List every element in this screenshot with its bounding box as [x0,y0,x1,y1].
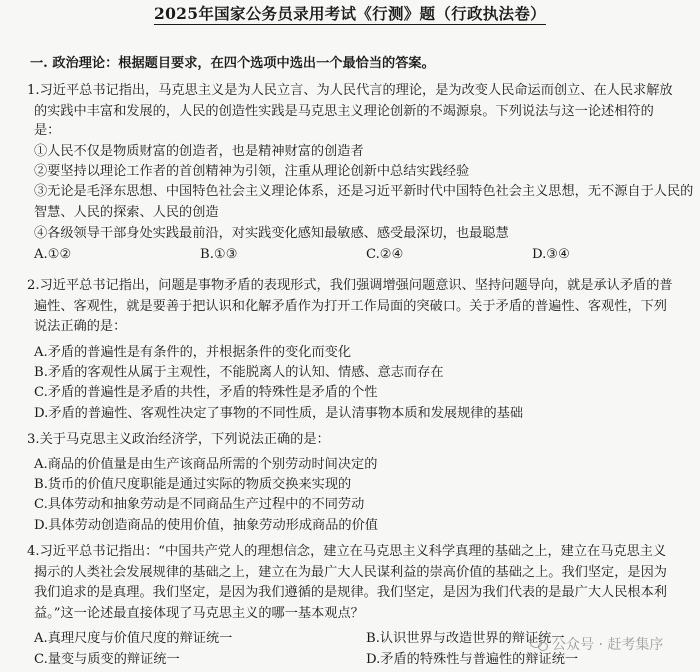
q4-stem-line-4: 益。”这一论述最直接体现了马克思主义的哪一基本观点？ [34,606,364,621]
q1-statement-4: ④各级领导干部身处实践最前沿，对实践变化感知最敏感、感受最深切，也最聪慧 [34,226,509,241]
q3-option-b[interactable]: B.货币的价值尺度职能是通过实际的物质交换来实现的 [34,477,352,492]
q1-option-b[interactable]: B.①③ [200,247,238,262]
q2-stem-line-3: 说法正确的是： [34,319,127,334]
q4-option-c[interactable]: C.量变与质变的辩证统一 [34,652,180,667]
q1-stem-line-2: 的实践中丰富和发展的，人民的创造性实践是马克思主义理论创新的不竭源泉。下列说法与这一论述相符的 [34,104,654,119]
q2-stem-line-1: 2.习近平总书记指出，问题是事物矛盾的表现形式，我们强调增强问题意识、坚持问题导向，就是承认矛盾的普 [27,278,673,293]
q4-stem-line-2: 揭示的人类社会发展规律的基础之上，建立在为最广大人民谋利益的崇高价值的基础之上。我们坚定，是因为 [34,565,667,580]
watermark [530,634,663,654]
section-heading: 一. 政治理论：根据题目要求，在四个选项中选出一个最恰当的答案。 [30,56,435,71]
q3-option-a[interactable]: A.商品的价值量是由生产该商品所需的个别劳动时间决定的 [34,457,378,472]
q1-statement-3b: 智慧、人民的探索、人民的创造 [34,205,219,220]
q1-statement-1: ①人民不仅是物质财富的创造者，也是精神财富的创造者 [34,144,364,159]
q1-statement-2: ②要坚持以理论工作者的首创精神为引领，注重从理论创新中总结实践经验 [34,164,470,179]
q3-stem-line-1: 3.关于马克思主义政治经济学，下列说法正确的是： [27,432,330,447]
q4-option-d[interactable]: D.矛盾的特殊性与普遍性的辩证统一 [366,652,579,667]
q1-option-c[interactable]: C.②④ [366,247,404,262]
q1-option-d[interactable]: D.③④ [532,247,570,262]
q1-stem-line-1: 1.习近平总书记指出，马克思主义是为人民立言、为人民代言的理论，是为改变人民命运而创立、在人民求解放 [27,83,673,98]
q2-option-a[interactable]: A.矛盾的普遍性是有条件的，并根据条件的变化而变化 [34,345,352,360]
q2-option-c[interactable]: C.矛盾的普遍性是矛盾的共性，矛盾的特殊性是矛盾的个性 [34,385,378,400]
q4-option-a[interactable]: A.真理尺度与价值尺度的辩证统一 [34,631,233,646]
q2-option-d[interactable]: D.矛盾的普遍性、客观性决定了事物的不同性质，是认清事物本质和发展规律的基础 [34,406,524,421]
q3-option-d[interactable]: D.具体劳动创造商品的使用价值，抽象劳动形成商品的价值 [34,518,378,533]
q1-stem-line-3: 是： [34,123,61,138]
q1-statement-3a: ③无论是毛泽东思想、中国特色社会主义理论体系，还是习近平新时代中国特色社会主义思想，无不源自于人民的 [34,184,694,199]
q3-option-c[interactable]: C.具体劳动和抽象劳动是不同商品生产过程中的不同劳动 [34,497,365,512]
q1-option-a[interactable]: A.①② [34,247,72,262]
watermark-text: 公众号 · 赶考集序 [552,637,664,653]
exam-title: 2025年国家公务员录用考试《行测》题（行政执法卷） [154,4,546,23]
q4-stem-line-3: 我们追求的是真理。我们坚定，是因为我们遵循的是规律。我们坚定，是因为我们代表的是最广大人民根本利 [34,585,667,600]
q2-stem-line-2: 遍性、客观性，就是要善于把认识和化解矛盾作为打开工作局面的突破口。关于矛盾的普遍性、客观性，下列 [34,299,667,314]
wechat-icon [530,637,548,651]
q4-option-b[interactable]: B.认识世界与改造世界的辩证统一 [366,631,565,646]
q2-option-b[interactable]: B.矛盾的客观性从属于主观性，不能脱离人的认知、情感、意志而存在 [34,365,444,380]
q4-stem-line-1: 4.习近平总书记指出：“中国共产党人的理想信念，建立在马克思主义科学真理的基础之上，建立在马克思主义 [27,544,667,559]
